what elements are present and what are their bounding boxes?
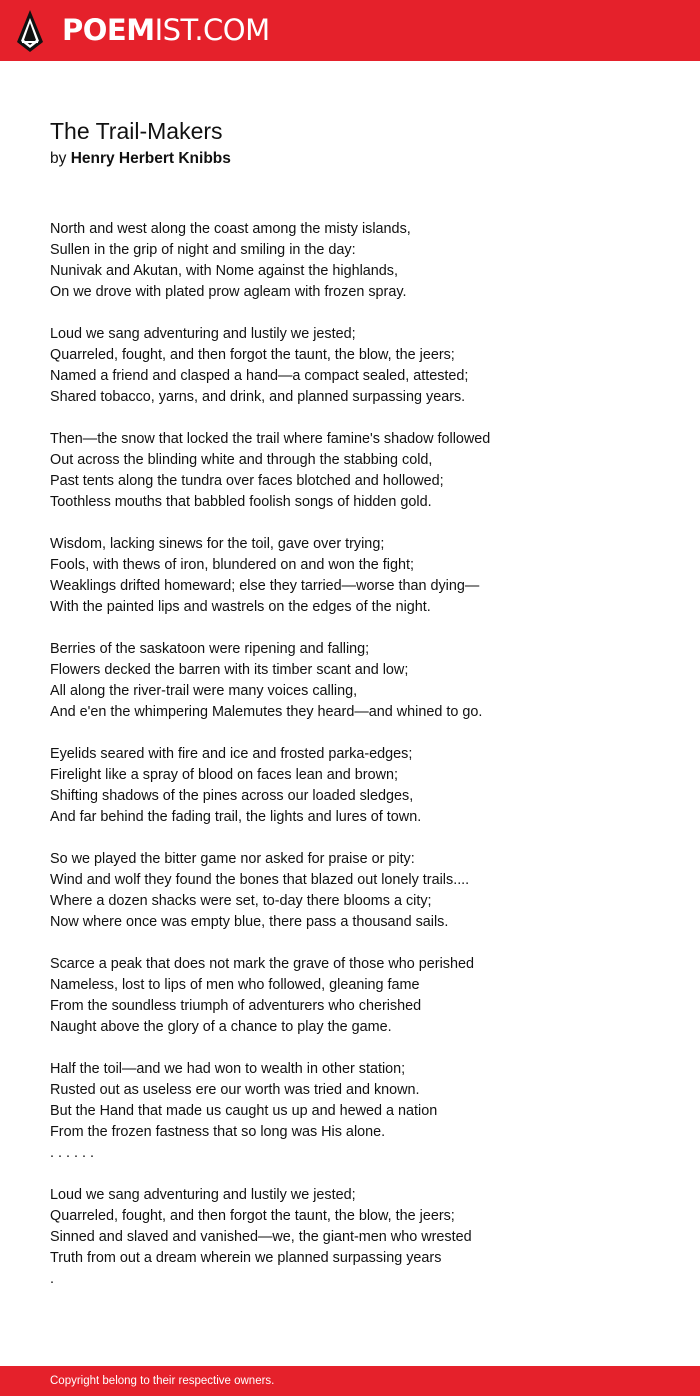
poem-line: Naught above the glory of a chance to play the game. [50, 1019, 392, 1035]
poem-line: Nunivak and Akutan, with Nome against the highlands, [50, 263, 398, 279]
pencil-icon[interactable] [17, 10, 43, 52]
poem-line: Rusted out as useless ere our worth was tried and known. [50, 1082, 420, 1098]
poem-line: Quarreled, fought, and then forgot the taunt, the blow, the jeers; [50, 347, 455, 363]
poem-byline [50, 149, 231, 169]
poem-line: . [50, 1271, 54, 1287]
poem-line: Scarce a peak that does not mark the grave of those who perished [50, 956, 474, 972]
poem-line: Fools, with thews of iron, blundered on and won the fight; [50, 557, 414, 573]
poem-line: Named a friend and clasped a hand—a compact sealed, attested; [50, 368, 469, 384]
stanza-gap [50, 1038, 670, 1059]
poem-author: Henry Herbert Knibbs [70, 150, 231, 167]
poem-line: Quarreled, fought, and then forgot the taunt, the blow, the jeers; [50, 1208, 455, 1224]
stanza-gap [50, 723, 670, 744]
poem-line: Where a dozen shacks were set, to-day there blooms a city; [50, 893, 432, 909]
poem-line: Sinned and slaved and vanished—we, the giant-men who wrested [50, 1229, 472, 1245]
poem-line: Out across the blinding white and through the stabbing cold, [50, 452, 433, 468]
poem-line: Eyelids seared with fire and ice and frosted parka-edges; [50, 746, 413, 762]
stanza-gap [50, 303, 670, 324]
poem-line: Nameless, lost to lips of men who followed, gleaning fame [50, 977, 420, 993]
poem-title: The Trail-Makers [50, 118, 223, 144]
poem-line: . . . . . . [50, 1145, 94, 1161]
poem-line: Loud we sang adventuring and lustily we jested; [50, 326, 356, 342]
poem-line: On we drove with plated prow agleam with frozen spray. [50, 284, 407, 300]
poem-line: Flowers decked the barren with its timber scant and low; [50, 662, 409, 678]
site-logo[interactable] [62, 12, 270, 48]
stanza-gap [50, 933, 670, 954]
logo-light-text: IST.COM [154, 13, 270, 47]
poem-line: So we played the bitter game nor asked for praise or pity: [50, 851, 415, 867]
poem-line: Shifting shadows of the pines across our loaded sledges, [50, 788, 414, 804]
poem-line: Now where once was empty blue, there pass a thousand sails. [50, 914, 449, 930]
poem-line: Toothless mouths that babbled foolish songs of hidden gold. [50, 494, 432, 510]
poem-line: From the frozen fastness that so long was His alone. [50, 1124, 386, 1140]
by-label: by [50, 150, 67, 167]
poem-line: Wind and wolf they found the bones that blazed out lonely trails.... [50, 872, 470, 888]
poem-line: Weaklings drifted homeward; else they tarried—worse than dying— [50, 578, 480, 594]
poem-line: From the soundless triumph of adventurers who cherished [50, 998, 422, 1014]
stanza-gap [50, 828, 670, 849]
poem-line: North and west along the coast among the misty islands, [50, 221, 411, 237]
poem-line: Shared tobacco, yarns, and drink, and planned surpassing years. [50, 389, 466, 405]
site-header [0, 0, 700, 61]
poem-line: With the painted lips and wastrels on the edges of the night. [50, 599, 431, 615]
poem-line: Truth from out a dream wherein we planned surpassing years [50, 1250, 442, 1266]
stanza-gap [50, 513, 670, 534]
stanza-gap [50, 618, 670, 639]
poem-line: And far behind the fading trail, the lights and lures of town. [50, 809, 422, 825]
poem-line: But the Hand that made us caught us up and hewed a nation [50, 1103, 438, 1119]
stanza-gap [50, 408, 670, 429]
stanza-gap [50, 1164, 670, 1185]
poem-body [50, 219, 670, 1290]
poem-line: Past tents along the tundra over faces blotched and hollowed; [50, 473, 444, 489]
poem-line: Berries of the saskatoon were ripening and falling; [50, 641, 370, 657]
copyright-notice: Copyright belong to their respective owners. [50, 1375, 275, 1387]
poem-line: Then—the snow that locked the trail where famine's shadow followed [50, 431, 491, 447]
poem-line: Wisdom, lacking sinews for the toil, gave over trying; [50, 536, 385, 552]
poem-line: Firelight like a spray of blood on faces lean and brown; [50, 767, 398, 783]
logo-bold-text: POEM [62, 13, 155, 47]
poem-line: All along the river-trail were many voices calling, [50, 683, 358, 699]
poem-line: And e'en the whimpering Malemutes they heard—and whined to go. [50, 704, 483, 720]
poem-line: Loud we sang adventuring and lustily we jested; [50, 1187, 356, 1203]
poem-line: Sullen in the grip of night and smiling in the day: [50, 242, 356, 258]
site-footer [0, 1366, 700, 1396]
poem-line: Half the toil—and we had won to wealth in other station; [50, 1061, 406, 1077]
